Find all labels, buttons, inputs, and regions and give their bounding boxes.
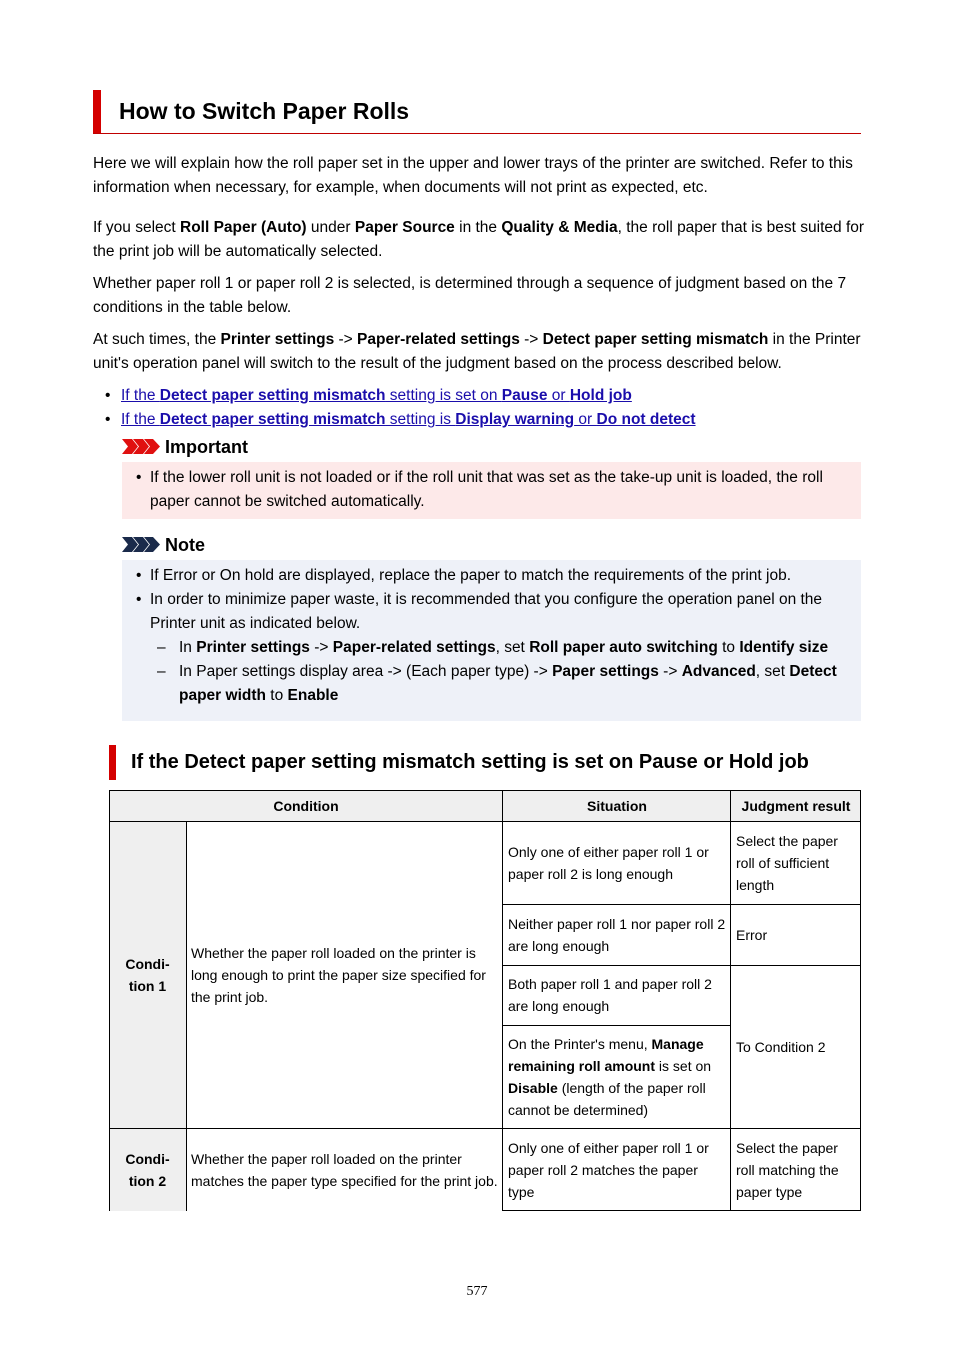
link-item: • If the Detect paper setting mismatch setting is set on Pause or Hold job	[105, 387, 632, 404]
section-title: If the Detect paper setting mismatch setting is set on Pause or Hold job	[131, 751, 809, 773]
result-3-4: To Condition 2	[736, 1038, 826, 1055]
table-line	[186, 821, 187, 1211]
section-accent-bar	[109, 745, 116, 780]
header-condition: Condition	[109, 790, 503, 822]
result-5: Select the paper roll matching the paper type	[736, 1139, 839, 1200]
table-line	[502, 790, 503, 1211]
table-line	[503, 965, 861, 966]
table-line	[109, 1128, 861, 1129]
link-display-warning[interactable]: If the Detect paper setting mismatch setting is Display warning or Do not detect	[121, 411, 696, 428]
page-heading	[93, 90, 861, 134]
header-situation: Situation	[503, 790, 731, 822]
section-heading	[109, 745, 869, 780]
situation-1: Only one of either paper roll 1 or paper roll 2 is long enough	[508, 844, 709, 882]
result-1: Select the paper roll of sufficient length	[736, 833, 838, 893]
important-box: • If the lower roll unit is not loaded or if the roll unit that was set as the take-up unit is loaded, the roll paper cannot be switched automatically.	[122, 462, 861, 519]
result-2: Error	[736, 926, 768, 943]
page-title: How to Switch Paper Rolls	[119, 98, 410, 124]
header-judgment: Judgment result	[731, 790, 861, 822]
table-line	[109, 790, 110, 1211]
situation-4: On the Printer's menu, Manage remaining roll amount is set on Disable (length of the paper roll cannot be determined)	[508, 1035, 712, 1118]
condition-2-label: Condi- tion 2	[109, 1128, 186, 1211]
table-line	[860, 790, 861, 1211]
table-line	[503, 1210, 861, 1211]
note-arrows-icon	[122, 537, 160, 552]
table-line	[109, 821, 861, 822]
note-label: Note	[165, 535, 205, 555]
paper-source-paragraph: If you select Roll Paper (Auto) under Paper Source in the Quality & Media, the roll paper that is best suited for the print job will be automatically selected.	[93, 219, 865, 260]
situation-5: Only one of either paper roll 1 or paper roll 2 matches the paper type	[508, 1139, 709, 1200]
condition-1-description: Whether the paper roll loaded on the printer is long enough to print the paper size specified for the print job.	[191, 945, 486, 1005]
judgment-paragraph: Whether paper roll 1 or paper roll 2 is selected, is determined through a sequence of judgment based on the 7 conditions in the table below.	[93, 275, 847, 316]
situation-3: Both paper roll 1 and paper roll 2 are long enough	[508, 976, 712, 1014]
page-number: 577	[466, 1284, 488, 1299]
heading-accent-bar	[93, 90, 101, 133]
condition-1-label: Condi- tion 1	[109, 822, 186, 1128]
link-item: • If the Detect paper setting mismatch setting is Display warning or Do not detect	[105, 411, 696, 428]
panel-paragraph: At such times, the Printer settings -> Paper-related settings -> Detect paper setting mismatch in the Printer unit's operation panel will switch to the result of the judgment based on the process described below.	[93, 331, 861, 372]
note-box: • If Error or On hold are displayed, replace the paper to match the requirements of the print job. • In order to minimize paper waste, it is recommended that you configure the operation panel on the Printer unit as indicated below. – In Printer settings -> Paper-related settings, set Roll paper auto switching to Identify size – In Paper settings display area -> (Each paper type) -> Paper settings -> Advanced, set Detect paper width to Enable	[122, 560, 861, 721]
conditions-table	[109, 790, 861, 1211]
section-links	[105, 384, 865, 432]
important-label: Important	[165, 437, 248, 457]
situation-2: Neither paper roll 1 nor paper roll 2 are long enough	[508, 915, 726, 954]
table-line	[503, 1025, 731, 1026]
intro-paragraph: Here we will explain how the roll paper set in the upper and lower trays of the printer are switched. Refer to this information when necessary, for example, when documents will not print as expected, etc.	[93, 155, 853, 196]
link-pause-hold-job[interactable]: If the Detect paper setting mismatch setting is set on Pause or Hold job	[121, 387, 632, 404]
important-arrows-icon	[122, 439, 160, 454]
table-line	[503, 904, 861, 905]
table-line	[730, 790, 731, 1211]
condition-2-description: Whether the paper roll loaded on the printer matches the paper type specified for the print job.	[191, 1150, 498, 1189]
table-line	[109, 790, 861, 791]
